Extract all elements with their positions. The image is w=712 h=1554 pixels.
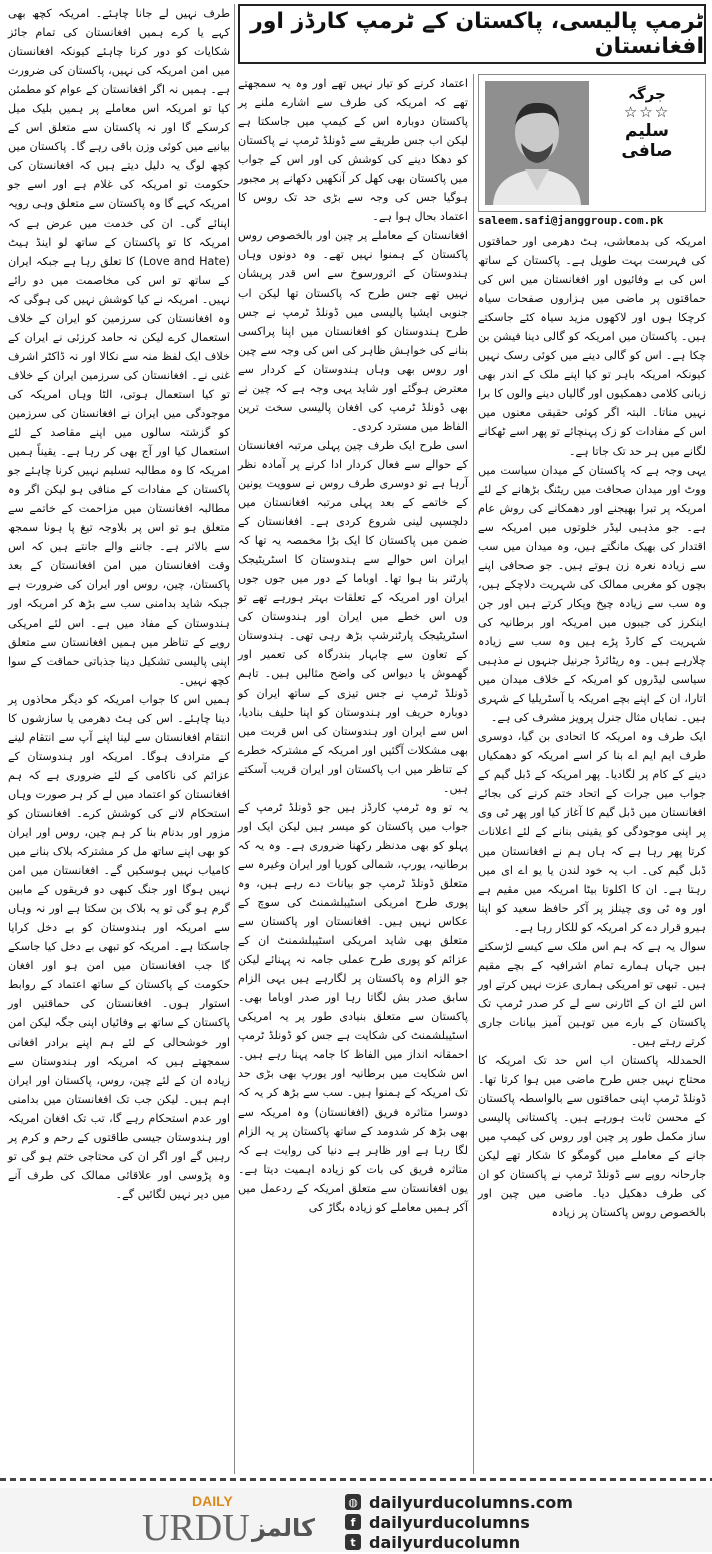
logo-daily-text: DAILY bbox=[192, 1493, 233, 1509]
author-name: سلیم صافی bbox=[621, 121, 673, 161]
author-email: saleem.safi@janggroup.com.pk bbox=[478, 214, 664, 227]
headline: ٹرمپ پالیسی، پاکستان کے ٹرمپ کارڈز اور افغانستان bbox=[250, 9, 704, 59]
article-column-right bbox=[478, 232, 706, 1222]
column-divider bbox=[234, 4, 235, 1474]
byline-box bbox=[478, 74, 706, 212]
twitter-link[interactable] bbox=[345, 1532, 705, 1552]
facebook-link-text: dailyurducolumns bbox=[369, 1512, 530, 1532]
website-link[interactable] bbox=[345, 1492, 705, 1512]
twitter-link-text: dailyurducolumn bbox=[369, 1532, 521, 1552]
column-name: جرگہ bbox=[628, 85, 666, 103]
paragraph: امریکہ کی بدمعاشی، ہٹ دھرمی اور حماقتوں کی فہرست بہت طویل ہے۔ پاکستان کے ساتھ اس کی بے وفائیوں اور افغانستان میں اس کی حماقتوں پر ماضی میں ہزاروں صفحات سیاہ کرچکا ہوں اور لاکھوں مزید سیاہ کئے جاسکتے ہیں۔ پاکستان میں امریکہ کو گالی دینا فیشن بن چکا ہے۔ اس کو گالی دینے میں کوئی رسک نہیں کیونکہ امریکہ باہر تو کیا اپنے ملک کے اندر بھی زبانی کلامی دھمکیوں اور گالیاں دینے والوں کا برا نہیں مناتا۔ البتہ اگر کوئی حقیقی معنوں میں اس کے مفادات کو زک پہنچائے تو پھر اسے ٹھکانے لگانے میں ہر حد تک جاتا ہے۔ bbox=[478, 235, 706, 458]
article-column-left bbox=[8, 4, 230, 1204]
paragraph: ایک طرف وہ امریکہ کا اتحادی بن گیا، دوسری طرف ایم ایم اے بنا کر اسے امریکہ کو دھمکیاں دینے کے کام پر لگادیا۔ پھر امریکہ کے ڈبل گیم کے جواب میں جرات کے اتحاد ختم کرنے کی بجائے افغانستان میں ڈبل گیم کا آغاز کیا اور پھر ٹی وی پر اپنی موجودگی کو یقینی بنانے کے لئے اعلانات کرتا پھر رہا ہے کہ ہاں ہم نے افغانستان میں ڈبل گیم کی۔ اب یہ خود لندن یا یو اے ای میں رہتا ہے۔ ان کا اکلوتا بیٹا امریکہ میں مقیم ہے اور وہ ٹی وی چینلز پر آکر حافظ سعید کو اپنا ہیرو قرار دے کر امریکہ کو للکار رہا ہے۔ bbox=[478, 730, 706, 934]
social-links bbox=[345, 1492, 705, 1552]
article-column-middle bbox=[238, 74, 468, 1217]
globe-icon: ◍ bbox=[345, 1494, 361, 1510]
byline-meta bbox=[597, 85, 697, 161]
paragraph: الحمدللہ پاکستان اب اس حد تک امریکہ کا محتاج نہیں جس طرح ماضی میں ہوا کرتا تھا۔ ڈونلڈ ٹرمپ اپنی حماقتوں سے بالواسطہ پاکستان کے محسن ثابت ہورہے ہیں۔ پاکستانی پالیسی ساز مکمل طور پر چین اور روس کی کیمپ میں جانے کے معاملے میں گومگو کا شکار تھے لیکن جارحانہ رویے سے ڈونلڈ ٹرمپ نے پاکستان کو ان کی طرف دھکیل دیا۔ ماضی میں چین اور بالخصوص روس پاکستان پر زیادہ bbox=[478, 1054, 706, 1220]
facebook-link[interactable] bbox=[345, 1512, 705, 1532]
paragraph: یہ تو وہ ٹرمپ کارڈز ہیں جو ڈونلڈ ٹرمپ کے جواب میں پاکستان کو میسر ہیں لیکن ایک اور پہلو کو بھی مدنظر رکھنا ضروری ہے۔ وہ یہ کہ برطانیہ، یورپ، شمالی کوریا اور ایران وغیرہ سے متعلق ڈونلڈ ٹرمپ جو بیانات دے رہے ہیں، وہ پوری طرح امریکی اسٹیبلشمنٹ کی سوچ کے عکاس نہیں ہیں۔ افغانستان اور پاکستان سے متعلق بھی شاید امریکی اسٹیبلشمنٹ ان کے عزائم کو پوری طرح عملی جامہ نہ پہنائے لیکن جو الزام وہ پاکستان پر لگارہے ہیں یہی الزام سابق صدر بش لگاتا رہا اور صدر اوباما بھی۔ پاکستان سے متعلق بنیادی طور پر یہ امریکی اسٹیبلشمنٹ کی شکایت ہے جس کو ڈونلڈ ٹرمپ احمقانہ انداز میں الفاظ کا جامہ پہنا رہے ہیں۔ اس شکایت میں برطانیہ اور یورپ بھی بڑی حد تک امریکہ کے ہمنوا ہیں۔ سب سے بڑھ کر یہ کہ دوسرا متاثرہ فریق (افغانستان) وہ امریکہ سے بھی بڑھ کر شدومد کے ساتھ پاکستان پر یہ الزام لگا رہا ہے اور ظاہر ہے دنیا کی روایت ہے کہ متاثرہ فریق کی بات کو زیادہ اہمیت دیتا ہے۔ یوں افغانستان سے متعلق امریکہ کے ردعمل میں آکر ہمیں معاملے کو زیادہ بگاڑ کی bbox=[238, 800, 468, 1214]
paragraph: ہمیں اس کا جواب امریکہ کو دیگر محاذوں پر دینا چاہئے۔ اس کی ہٹ دھرمی یا سازشوں کا انتقام افغانستان سے لینا اپنے آپ سے انتقام لینے کے مترادف ہوگا۔ امریکہ اور ہندوستان کے عزائم کی ناکامی کے لئے ضروری ہے کہ ہم افغانستان کو اعتماد میں لے کر ہر صورت وہاں استحکام لانے کی کوشش کرے۔ افغانستان کو مزور اور بدنام بنا کر ہم چین، روس اور ایران کو بھی اپنے ساتھ مل کر مشترکہ بلاک بنانے میں کامیاب نہیں ہوسکیں گے۔ افغانستان میں امن نہیں ہوگا اور جنگ کبھی دو فریقوں کے مابین گرم ہو گی تو یہ بلاک بن سکتا ہے اور نہ وہاں سے امریکہ اور ہندوستان کو بے دخل کرایا جاسکتا ہے۔ امریکہ کو تبھی بے دخل کیا جاسکے گا جب افغانستان میں امن ہو اور افغان حکومت کے پاکستان کے ساتھ اعتماد کے روابط استوار ہوں۔ افغانستان کی حماقتیں اور پاکستان کے ساتھ بے وفائیاں اپنی جگہ لیکن امن اور خوشحالی کے لئے ہم اپنے برادر افغانی سمجھتے ہیں کہ امریکہ اور ہندوستان سے زیادہ ان کے لئے چین، روس، پاکستان اور ایران اہم ہیں۔ لیکن جب تک افغانستان میں بدامنی اور عدم استحکام رہے گا، تب تک افغان امریکہ اور ہندوستان جیسی طاقتوں کے رحم و کرم پر رہیں گے اور اگر ان کی محتاجی ختم ہو گی تو وہ پڑوسی اور علاقائی ممالک کی طرف آنے میں دیر نہیں لگائیں گے۔ bbox=[8, 692, 230, 1201]
paragraph: افغانستان کے معاملے پر چین اور بالخصوص روس پاکستان کے ہمنوا نہیں تھے۔ وہ دونوں وہاں ہندوستان کے اثرورسوخ سے اس قدر پریشان نہیں تھے جس طرح کہ پاکستان تھا لیکن اب جنوبی ایشیا پالیسی میں ڈونلڈ ٹرمپ نے جس طرح ہندوستان کو افغانستان میں اپنا پراکسی بنانے کی خواہش ظاہر کی اس کی وجہ سے چین اور روس بھی وہاں ہندوستان کے کردار سے معترض ہوگئے اور شاید یہی وجہ ہے کہ چین نے بھی ڈونلڈ ٹرمپ کی افغان پالیسی سخت ترین الفاظ میں مسترد کردی۔ bbox=[238, 229, 468, 433]
site-logo bbox=[140, 1490, 320, 1550]
author-portrait-icon bbox=[485, 81, 589, 205]
column-divider bbox=[473, 74, 474, 1474]
website-link-text: dailyurducolumns.com bbox=[369, 1492, 573, 1512]
paragraph: یہی وجہ ہے کہ پاکستان کے میدان سیاست میں ووٹ اور میدان صحافت میں ریٹنگ بڑھانے کے لئے امریکہ پر تبرا بھیجنے اور دھمکانے کی روش عام ہے۔ جو مذہبی لیڈر خلوتوں میں امریکہ سے اقتدار کی بھیک مانگتے ہیں، وہ میدان میں سب سے زیادہ نعرہ زن ہوتے ہیں۔ جو صحافی اپنے بچوں کو مغربی ممالک کی شہریت دلاچکے ہیں، وہ سب سے زیادہ چیخ وپکار کرتے ہیں اور جن اینکرز کی جیبوں میں امریکہ اور برطانیہ کی شہریت کے کارڈ پڑے ہیں وہ سب سے زیادہ چلارہے ہیں۔ وہ ریٹائرڈ جرنیل جنہوں نے مذہبی سیاسی لیڈروں کو امریکہ کے خلاف میدان میں اتارا، ان کے اپنے بچے امریکہ یا آسٹریلیا کے شہری ہیں۔ نمایاں مثال جنرل پرویز مشرف کی ہے۔ bbox=[478, 463, 706, 725]
logo-urdu-text: URDU bbox=[142, 1507, 250, 1549]
footer-divider bbox=[0, 1478, 712, 1481]
site-footer bbox=[0, 1488, 712, 1552]
paragraph: اعتماد کرنے کو تیار نہیں تھے اور وہ یہ سمجھتے تھے کہ امریکہ کی طرف سے اشارے ملنے پر پاکستان دوبارہ اس کے کیمپ میں جاسکتا ہے لیکن اب جس طریقے سے ڈونلڈ ٹرمپ نے پاکستان کو دھکا دینے کی کوشش کی اور اس کے جواب میں پاکستان بھی کھل کر آنکھیں دکھانے پر مجبور ہوگیا جس کی وجہ سے بڑی حد تک روس کا اعتماد بحال ہوا ہے۔ bbox=[238, 77, 468, 224]
facebook-icon: f bbox=[345, 1514, 361, 1530]
headline-box bbox=[238, 4, 706, 64]
paragraph: اسی طرح ایک طرف چین پہلی مرتبہ افغانستان کے حوالے سے فعال کردار ادا کرنے پر آمادہ نظر آرہا ہے تو دوسری طرف روس نے سوویت یونین کے خاتمے کے بعد پہلی مرتبہ افغانستان میں دلچسپی لینی شروع کردی ہے۔ افغانستان کے ضمن میں پاکستان کا ایک بڑا مخمصہ یہ تھا کہ ایران اس حوالے سے ہندوستان کا اسٹریٹیجک پارٹنر بنا ہوا تھا۔ اوباما کے دور میں جوں جوں ایران اور امریکہ کے تعلقات بہتر ہورہے تھے تو وں اس خطے میں ایران اور ہندوستان کی اسٹریٹیجک پارٹنرشپ بڑھ رہی تھی۔ ہندوستان کے تعاون سے چابہار بندرگاہ کی تعمیر اور گھموش یا دیواس کی واضح مثالیں ہیں۔ تاہم ڈونلڈ ٹرمپ نے جس تیزی کے ساتھ ایران کو دوبارہ حریف اور ہندوستان کو اپنا حلیف بنادیا، اس سے ایران اور ہندوستان کی اس قربت میں بھی مشکلات آگئیں اور امریکہ کے مشترکہ خطرے کے تناظر میں اب پاکستان اور ایران قریب آسکتے ہیں۔ bbox=[238, 438, 468, 795]
logo-columns-text: کالمز bbox=[252, 1514, 315, 1542]
twitter-icon: t bbox=[345, 1534, 361, 1550]
paragraph: سوال یہ ہے کہ ہم اس ملک سے کیسے لڑسکتے ہیں جہاں ہمارے تمام اشرافیہ کے بچے مقیم ہیں۔ تبھی تو امریکی ہماری عزت نہیں کرتے اور اس لئے ان کے اٹارنی سے لے کر صدر ٹرمپ تک پاکستان کے بارے میں توہین آمیز بیانات جاری کرتے رہتے ہیں۔ bbox=[478, 939, 706, 1048]
rating-stars: ☆☆☆ bbox=[623, 103, 671, 121]
author-photo bbox=[485, 81, 589, 205]
paragraph: طرف نہیں لے جانا چاہئے۔ امریکہ کچھ بھی کہے یا کرے ہمیں افغانستان کی تمام جائز شکایات کو دور کرنا چاہئے کیونکہ افغانستان میں امن امریکہ کی نہیں، پاکستان کی ضرورت ہے۔ ہمیں نہ اگر افغانستان کے عوام کو مطمئن کیا تو امریکہ اس معاملے پر ہمیں بلیک میل کرسکے گا اور نہ پاکستان سے متعلق اس کے بیانیے میں کوئی وزن باقی رہے گا۔ پاکستان میں کچھ لوگ یہ دلیل دیتے ہیں کہ افغانستان کی حکومت تو امریکہ کی غلام ہے اور اسے جو امریکہ کہے گا وہ پاکستان سے متعلق وہی رویہ اپنائے گی۔ ان کی خدمت میں عرض ہے کہ امریکہ کا تو پاکستان کے ساتھ لو اینڈ ہیٹ (Love and Hate) کا تعلق رہا ہے جبکہ ایران کے ساتھ تو اس کی مخاصمت میں دو رائے نہیں۔ امریکہ نے کیا کوشش نہیں کی ہوگی کہ وہ افغانستان کی سرزمین کو ایران کے خلاف استعمال کرے لیکن نہ حامد کرزئی نے ایران کے خلاف ایک لفظ منہ سے نکالا اور نہ ڈاکٹر اشرف غنی نے۔ افغانستان کی سرزمین ایران کے خلاف تو کیا استعمال ہوتی، الٹا وہاں امریکہ کی موجودگی میں ایران نے افغانستان کی سرزمین کو گزشتہ سالوں میں اپنے مقاصد کے لئے استعمال کیا اور آج بھی کر رہا ہے۔ یقیناً ہمیں امریکہ کا وہ مطالبہ تسلیم نہیں کرنا چاہئے جو پاکستان کے مفادات کے منافی ہو لیکن اگر وہ مطالبہ افغانستان میں مزاحمت کے خاتمے سے متعلق ہو تو اس پر بلاوجہ تیغ پا ہونا سمجھ سے بالاتر ہے۔ جاننے والے جانتے ہیں کہ اس وقت افغانستان میں امن افغانستان کے بعد پاکستان، چین، روس اور ایران کی ضرورت ہے جبکہ شاید بدامنی سب سے بڑھ کر امریکہ اور ہندوستان کے مفاد میں ہے۔ اس لئے امریکی رویے کے تناظر میں ہمیں افغانستان سے متعلق اپنی پالیسی تشکیل دینا جذباتی حماقت کے سوا کچھ نہیں۔ bbox=[8, 7, 230, 687]
